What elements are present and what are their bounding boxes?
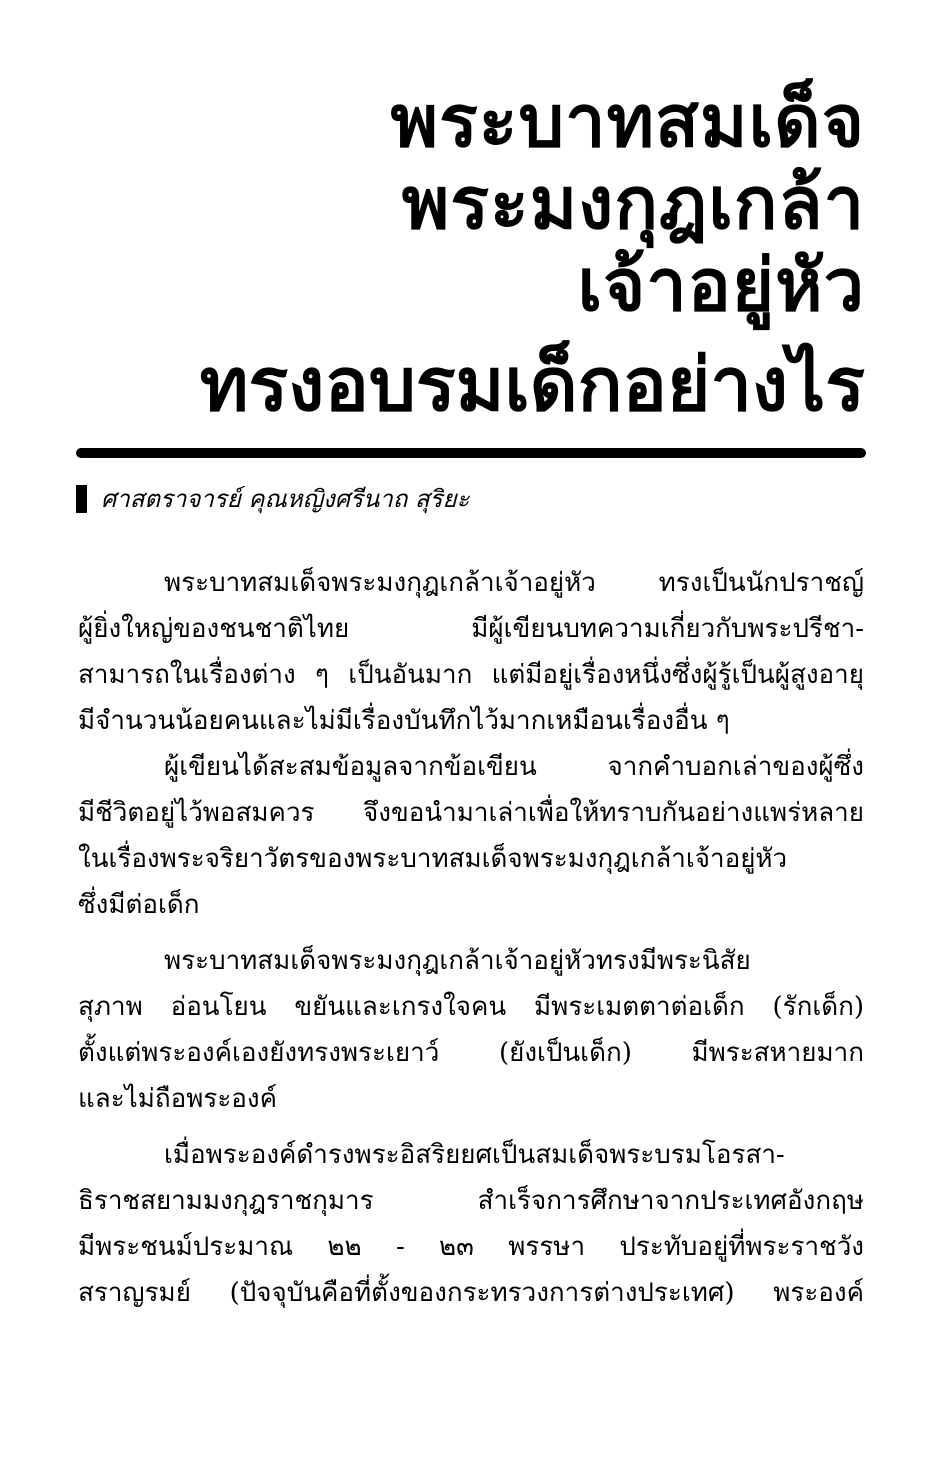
paragraph-line: พระบาทสมเด็จพระมงกุฎเกล้าเจ้าอยู่หัว ทรงเป็นนักปราชญ์ (164, 568, 864, 598)
author-byline (76, 482, 469, 516)
paragraph-4 (78, 1132, 864, 1316)
paragraph-line: ผู้ยิ่งใหญ่ของชนชาติไทย มีผู้เขียนบทความเกี่ยวกับพระปรีชา- (78, 614, 864, 644)
paragraph-line: สราญรมย์ (ปัจจุบันคือที่ตั้งของกระทรวงการต่างประเทศ) พระองค์ (78, 1278, 864, 1308)
paragraph-line: ตั้งแต่พระองค์เองยังทรงพระเยาว์ (ยังเป็นเด็ก) มีพระสหายมาก (78, 1038, 864, 1068)
article-body (78, 560, 864, 1316)
author-name: ศาสตราจารย์ คุณหญิงศรีนาถ สุริยะ (101, 485, 470, 513)
paragraph-line: และไม่ถือพระองค์ (78, 1084, 277, 1114)
paragraph-3 (78, 938, 864, 1122)
byline-marker (76, 485, 87, 513)
paragraph-line: ซึ่งมีต่อเด็ก (78, 890, 200, 920)
paragraph-line: มีจำนวนน้อยคนและไม่มีเรื่องบันทึกไว้มากเหมือนเรื่องอื่น ๆ (78, 706, 730, 736)
paragraph-line: พระบาทสมเด็จพระมงกุฎเกล้าเจ้าอยู่หัวทรงมีพระนิสัย (164, 946, 751, 976)
article-title (45, 80, 865, 326)
paragraph-line: สุภาพ อ่อนโยน ขยันและเกรงใจคน มีพระเมตตาต่อเด็ก (รักเด็ก) (78, 992, 864, 1022)
paragraph-line: ธิราชสยามมงกุฎราชกุมาร สำเร็จการศึกษาจากประเทศอังกฤษ (78, 1186, 864, 1216)
paragraph-line: ผู้เขียนได้สะสมข้อมูลจากข้อเขียน จากคำบอกเล่าของผู้ซึ่ง (164, 752, 864, 782)
paragraph-2 (78, 744, 864, 928)
paragraph-line: มีพระชนม์ประมาณ ๒๒ - ๒๓ พรรษา ประทับอยู่ที่พระราชวัง (78, 1232, 864, 1262)
paragraph-line: มีชีวิตอยู่ไว้พอสมควร จึงขอนำมาเล่าเพื่อให้ทราบกันอย่างแพร่หลาย (78, 798, 864, 828)
article-subtitle: ทรงอบรมเด็กอย่างไร (199, 342, 865, 428)
paragraph-line: เมื่อพระองค์ดำรงพระอิสริยยศเป็นสมเด็จพระบรมโอรสา- (164, 1140, 785, 1170)
title-line-1: พระบาทสมเด็จ (390, 79, 865, 163)
paragraph-line: สามารถในเรื่องต่าง ๆ เป็นอันมาก แต่มีอยู่เรื่องหนึ่งซึ่งผู้รู้เป็นผู้สูงอายุ (78, 660, 864, 690)
title-line-2: พระมงกุฎเกล้า (401, 161, 865, 245)
paragraph-1 (78, 560, 864, 744)
paragraph-line: ในเรื่องพระจริยาวัตรของพระบาทสมเด็จพระมงกุฎเกล้าเจ้าอยู่หัว (78, 844, 788, 874)
title-divider (76, 448, 866, 458)
title-line-3: เจ้าอยู่หัว (577, 243, 865, 327)
